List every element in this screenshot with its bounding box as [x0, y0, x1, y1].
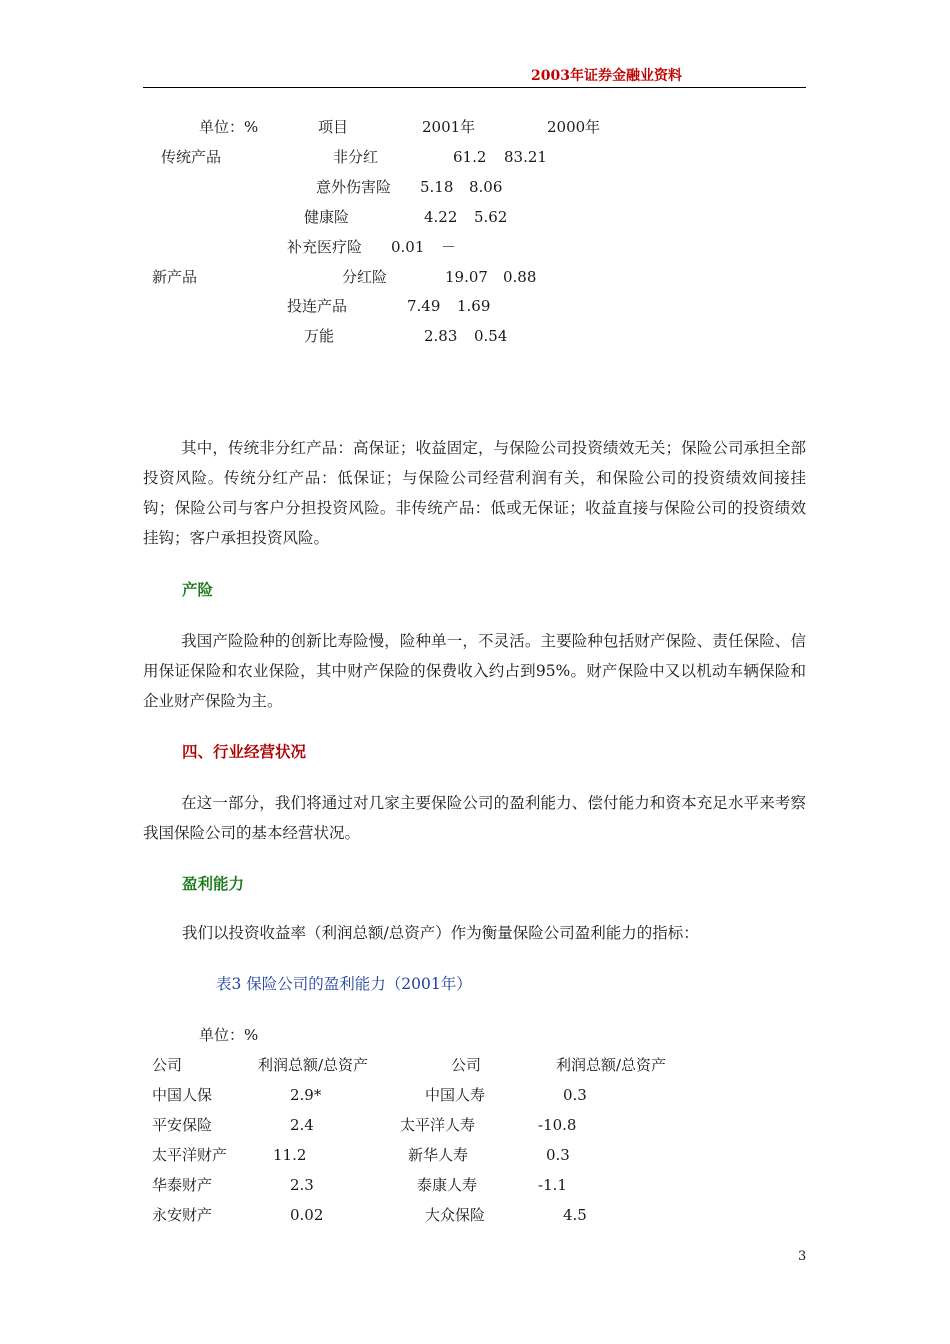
paragraph-property-insurance	[143, 626, 806, 716]
table1-row-item: 补充医疗险	[287, 238, 363, 256]
table3-header-company: 公司	[451, 1056, 482, 1074]
paragraph-text: 我国产险险种的创新比寿险慢，险种单一，不灵活。主要险种包括财产保险、责任保险、信用保证保险和农业保险，其中财产保险的保费收入约占到95%。财产保险中又以机动车辆保险和企业财产保险为主。	[143, 632, 806, 710]
table1-row-item: 分红险	[342, 268, 388, 286]
table1-row-2000: 0.54	[474, 327, 508, 345]
header-divider	[143, 87, 806, 88]
table3-cell-company: 泰康人寿	[417, 1176, 478, 1194]
table1-row-2001: 5.18	[420, 178, 454, 196]
table3-cell-company: 中国人保	[152, 1086, 213, 1104]
table1-unit: 单位：%	[199, 118, 259, 136]
paragraph-text: 在这一部分，我们将通过对几家主要保险公司的盈利能力、偿付能力和资本充足水平来考察我国保险公司的基本经营状况。	[143, 794, 806, 842]
table3-cell-value: 11.2	[273, 1146, 307, 1164]
paragraph-profitability-indicator: 我们以投资收益率（利润总额/总资产）作为衡量保险公司盈利能力的指标：	[182, 924, 699, 942]
table1-row-item: 非分红	[333, 148, 379, 166]
paragraph-operating-status	[143, 788, 806, 848]
table1-row-item: 万能	[304, 327, 335, 345]
table1-row-2001: 0.01	[391, 238, 425, 256]
table1-header-2000: 2000年	[547, 118, 601, 136]
heading-property-insurance: 产险	[182, 580, 214, 599]
table1-row-2000: 5.62	[474, 208, 508, 226]
table3-header-ratio: 利润总额/总资产	[556, 1056, 667, 1074]
table3-cell-value: -1.1	[538, 1176, 567, 1194]
table3-cell-value: 0.02	[290, 1206, 324, 1224]
table1-row-2001: 4.22	[424, 208, 458, 226]
table3-cell-value: 4.5	[563, 1206, 587, 1224]
table3-header-company: 公司	[152, 1056, 183, 1074]
table1-header-item: 项目	[318, 118, 349, 136]
table3-caption: 表3 保险公司的盈利能力（2001年）	[216, 975, 472, 993]
table1-row-item: 投连产品	[287, 297, 348, 315]
document-header-title: 2003年证券金融业资料	[531, 68, 682, 84]
table1-row-2001: 61.2	[453, 148, 487, 166]
paragraph-product-types	[143, 433, 806, 553]
table3-cell-company: 太平洋人寿	[400, 1116, 476, 1134]
table1-row-2000: 83.21	[504, 148, 547, 166]
heading-section-four: 四、行业经营状况	[182, 742, 307, 761]
table3-cell-value: 0.3	[546, 1146, 570, 1164]
table1-group-traditional: 传统产品	[161, 148, 222, 166]
table1-row-2001: 19.07	[445, 268, 488, 286]
table3-cell-value: 2.3	[290, 1176, 314, 1194]
table1-row-2000: 1.69	[457, 297, 491, 315]
table1-row-item: 健康险	[304, 208, 350, 226]
table3-cell-value: 2.4	[290, 1116, 314, 1134]
table3-cell-company: 华泰财产	[152, 1176, 213, 1194]
table1-row-2000: 8.06	[469, 178, 503, 196]
table1-row-2000: －	[441, 238, 457, 256]
table1-row-2001: 2.83	[424, 327, 458, 345]
table3-cell-value: 0.3	[563, 1086, 587, 1104]
table3-cell-company: 平安保险	[152, 1116, 213, 1134]
table3-cell-value: 2.9*	[290, 1086, 322, 1104]
table1-row-2000: 0.88	[503, 268, 537, 286]
table3-cell-company: 太平洋财产	[152, 1146, 228, 1164]
table3-unit: 单位：%	[199, 1026, 259, 1044]
table3-cell-value: -10.8	[538, 1116, 577, 1134]
heading-profitability: 盈利能力	[182, 874, 245, 893]
paragraph-text: 其中，传统非分红产品：高保证；收益固定，与保险公司投资绩效无关；保险公司承担全部投资风险。传统分红产品：低保证；与保险公司经营利润有关，和保险公司的投资绩效间接挂钩；保险公司与客户分担投资风险。非传统产品：低或无保证；收益直接与保险公司的投资绩效挂钩；客户承担投资风险。	[143, 439, 806, 547]
table1-header-2001: 2001年	[422, 118, 476, 136]
table3-cell-company: 中国人寿	[425, 1086, 486, 1104]
table3-header-ratio: 利润总额/总资产	[258, 1056, 369, 1074]
table1-group-new: 新产品	[152, 268, 198, 286]
page-number: 3	[798, 1249, 807, 1264]
table3-cell-company: 永安财产	[152, 1206, 213, 1224]
table3-cell-company: 大众保险	[425, 1206, 486, 1224]
table3-cell-company: 新华人寿	[408, 1146, 469, 1164]
table1-row-item: 意外伤害险	[316, 178, 392, 196]
table1-row-2001: 7.49	[407, 297, 441, 315]
